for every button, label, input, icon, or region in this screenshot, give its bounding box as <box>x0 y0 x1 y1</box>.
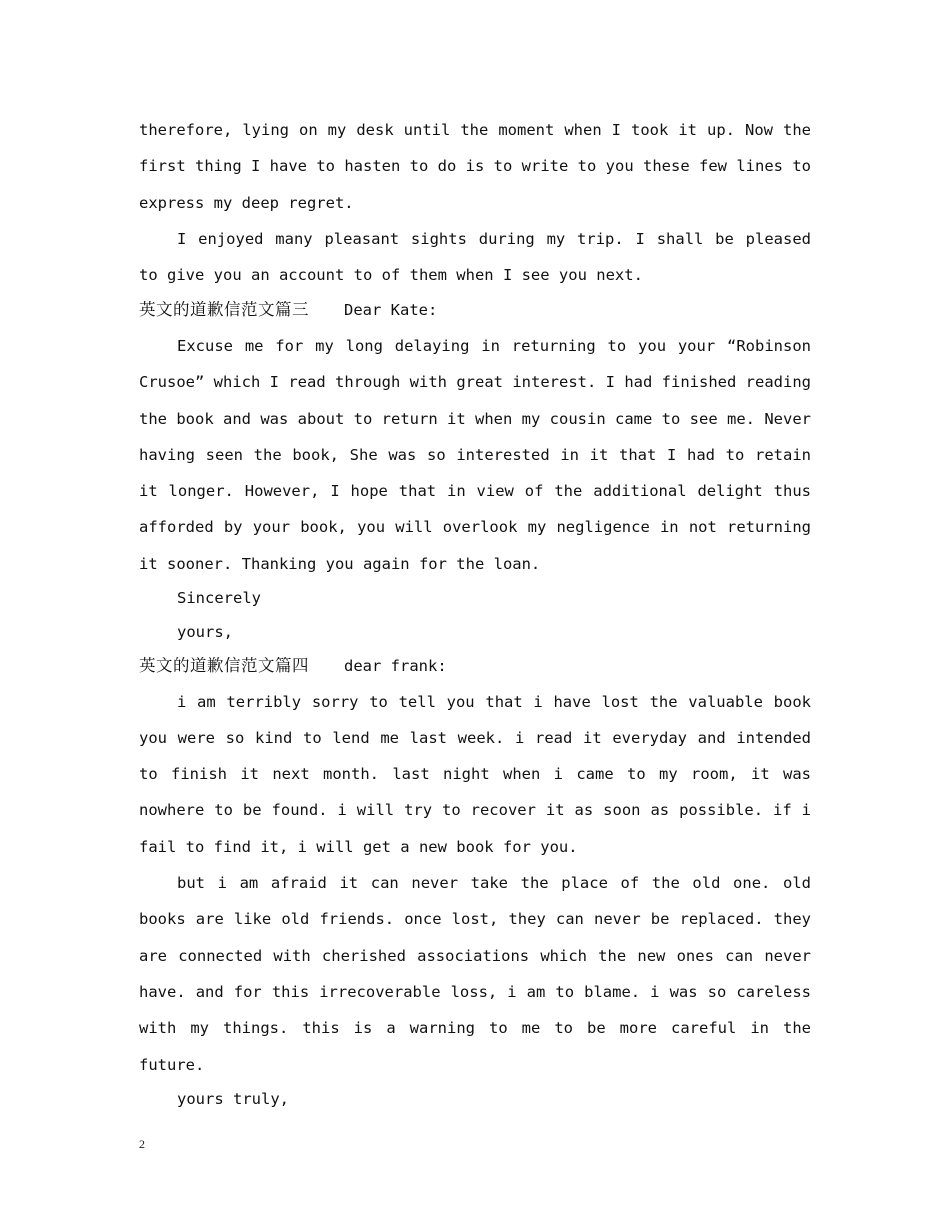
letter4-closing: yours truly, <box>177 1089 289 1108</box>
letter4-body-paragraph-2: but i am afraid it can never take the place of the old one. old books are like old friends. once lost, they can never be replaced. they are connected with cherished associations which the new ones can never have. and for this irrecoverable loss, i am to blame. i was so careless with my things. this is a warning to me to be more careful in the future. <box>139 874 811 1074</box>
letter3-closing-sincerely: Sincerely <box>177 589 261 608</box>
letter4-heading-line <box>139 649 811 684</box>
letter3-heading-line <box>139 293 811 328</box>
letter4-salutation: dear frank: <box>344 657 447 676</box>
letter4-body-paragraph-1: i am terribly sorry to tell you that i have lost the valuable book you were so kind to lend me last week. i read it everyday and intended to finish it next month. last night when i came to my room, it was nowhere to be found. i will try to recover it as soon as possible. if i fail to find it, i will get a new book for you. <box>139 692 811 856</box>
continuation-paragraph-1: therefore, lying on my desk until the moment when I took it up. Now the first thing I have to hasten to do is to write to you these few lines to express my deep regret. <box>139 121 811 212</box>
continuation-paragraph-2: I enjoyed many pleasant sights during my trip. I shall be pleased to give you an account to of them when I see you next. <box>139 229 811 285</box>
page-content <box>139 112 811 1116</box>
letter3-heading: 英文的道歉信范文篇三 <box>139 300 309 320</box>
letter3-body-paragraph: Excuse me for my long delaying in returning to you your “Robinson Crusoe” which I read through with great interest. I had finished reading the book and was about to return it when my cousin came to see me. Never having seen the book, She was so interested in it that I had to retain it longer. However, I hope that in view of the additional delight thus afforded by your book, you will overlook my negligence in not returning it sooner. Thanking you again for the loan. <box>139 336 811 573</box>
letter3-salutation: Dear Kate: <box>344 301 438 320</box>
letter3-closing-yours: yours, <box>177 622 233 641</box>
letter4-heading: 英文的道歉信范文篇四 <box>139 656 309 676</box>
page-number: 2 <box>139 1137 145 1151</box>
